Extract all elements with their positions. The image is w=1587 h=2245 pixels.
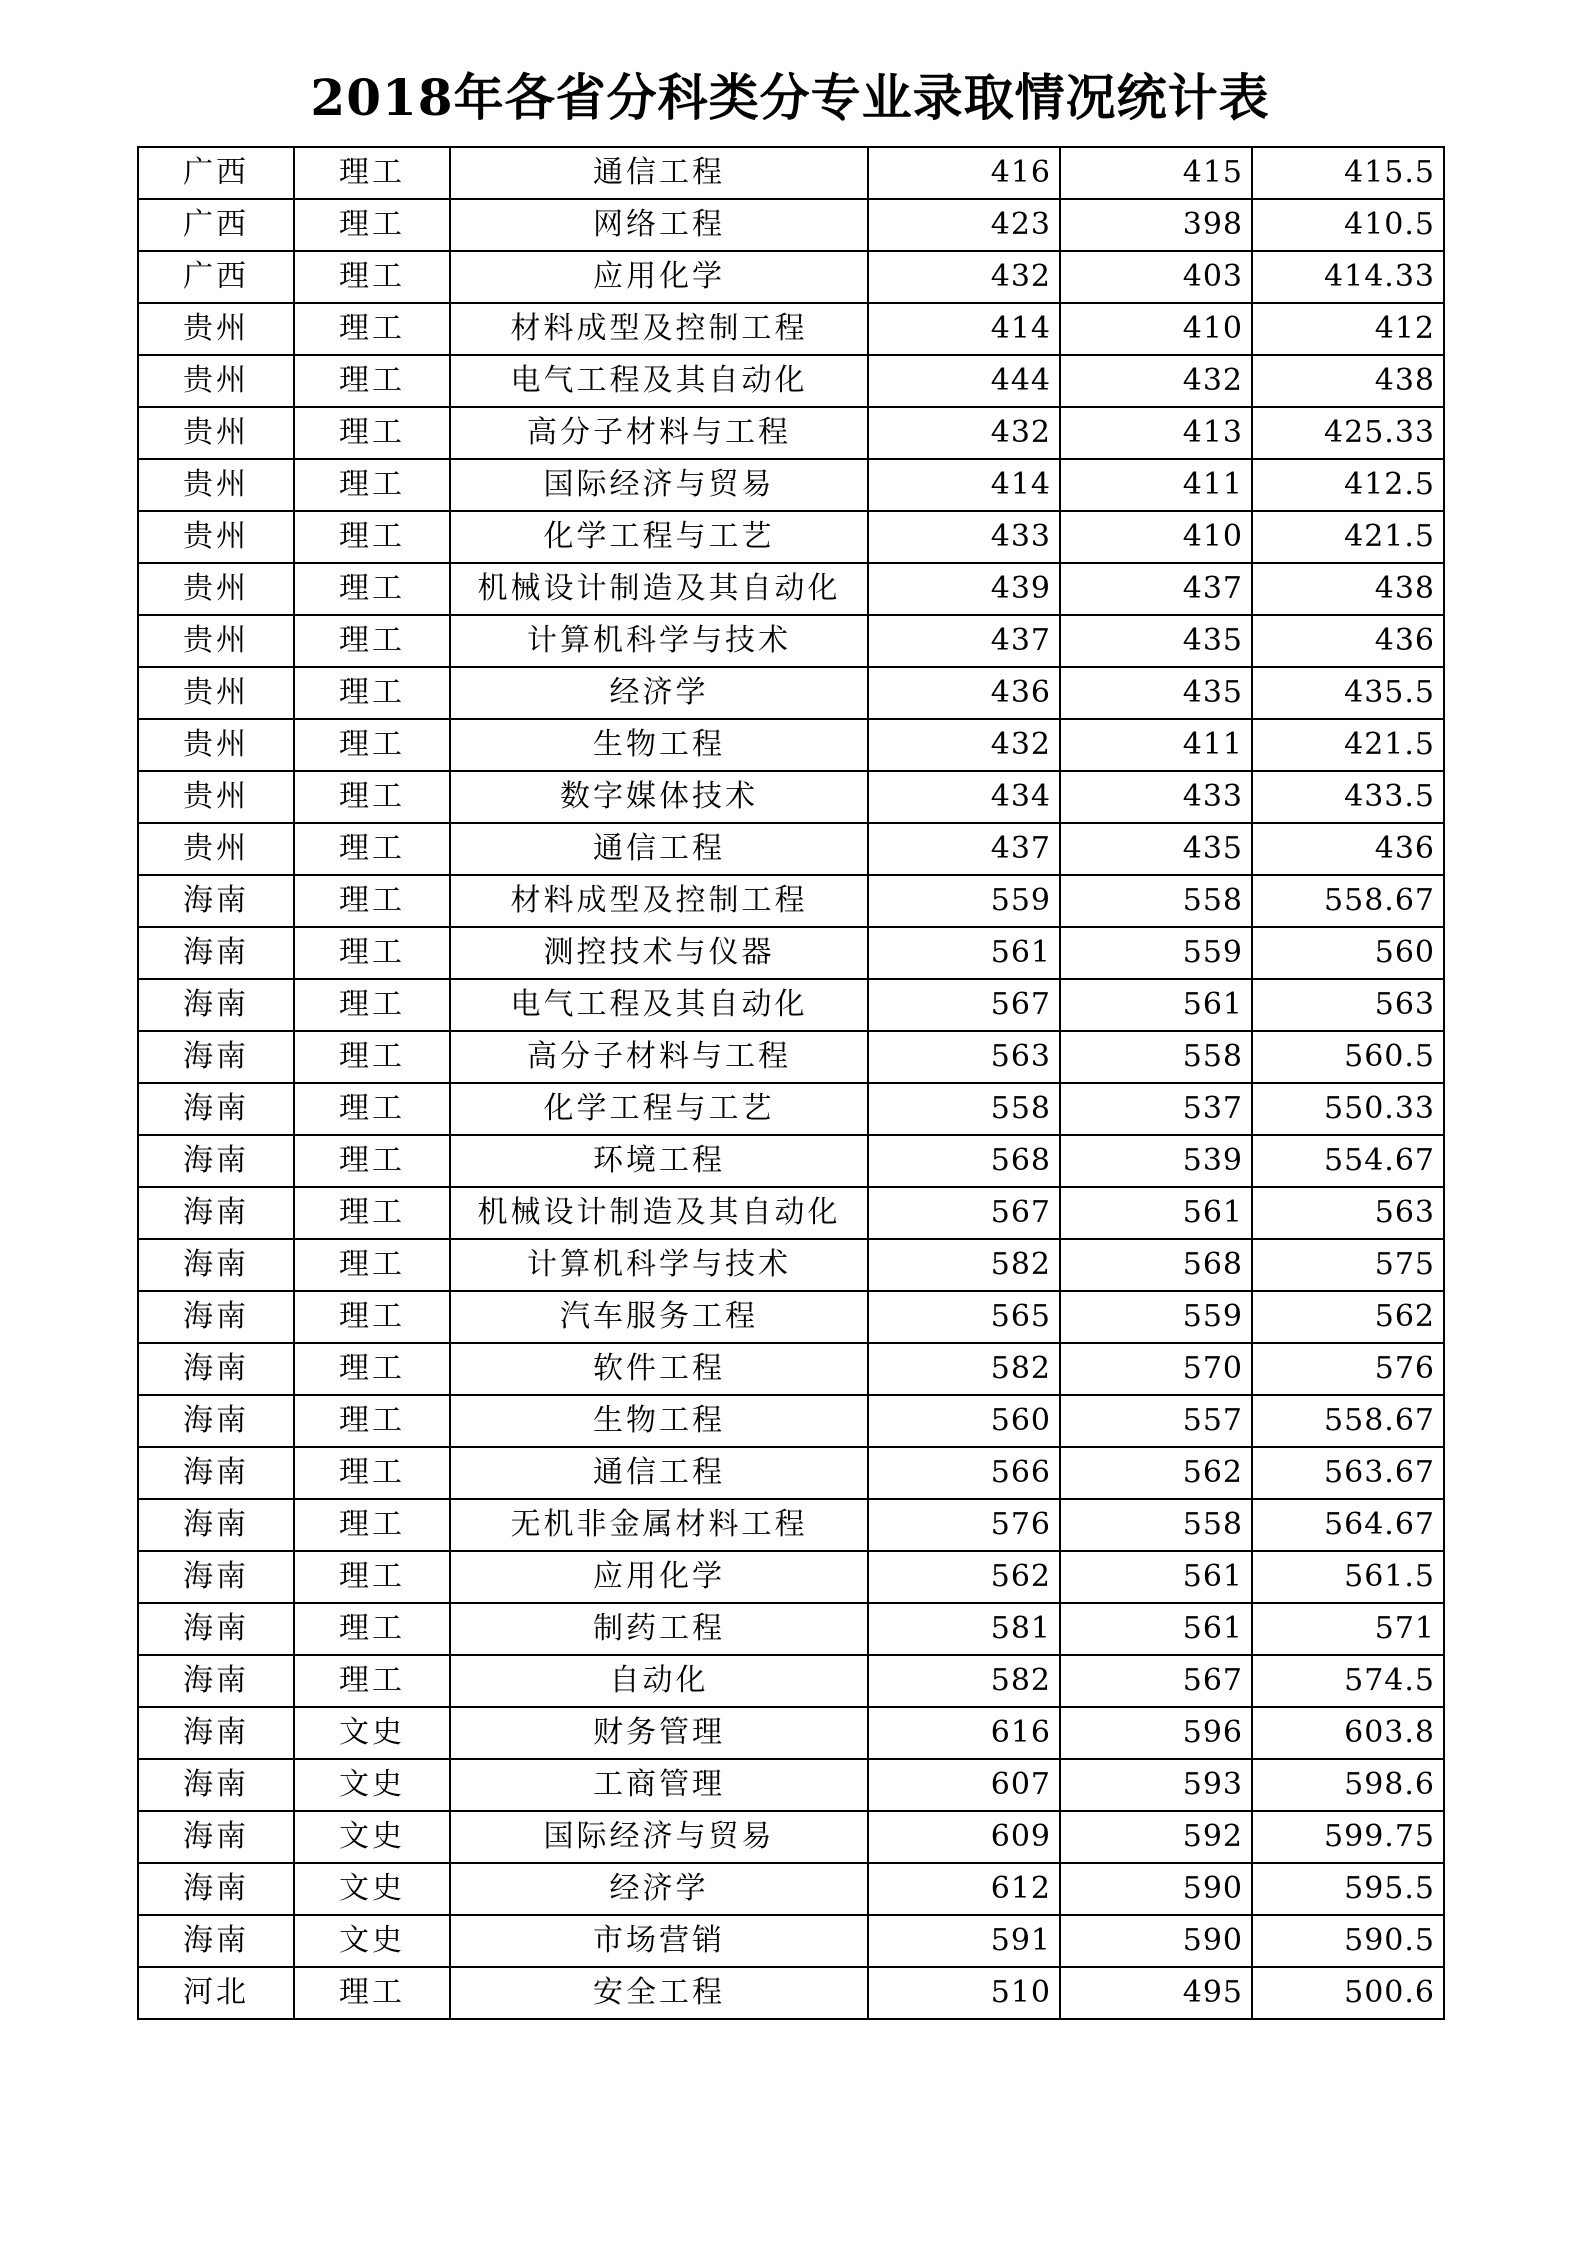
avg-score-cell: 560.5 (1252, 1031, 1444, 1083)
max-score-cell: 566 (868, 1447, 1060, 1499)
min-score-cell: 398 (1060, 199, 1252, 251)
avg-score-cell: 560 (1252, 927, 1444, 979)
province-cell: 海南 (138, 1551, 294, 1603)
min-score-cell: 433 (1060, 771, 1252, 823)
province-cell: 海南 (138, 1499, 294, 1551)
province-cell: 海南 (138, 1083, 294, 1135)
major-cell: 财务管理 (450, 1707, 868, 1759)
major-cell: 无机非金属材料工程 (450, 1499, 868, 1551)
major-cell: 电气工程及其自动化 (450, 355, 868, 407)
avg-score-cell: 558.67 (1252, 875, 1444, 927)
province-cell: 河北 (138, 1967, 294, 2019)
major-cell: 国际经济与贸易 (450, 1811, 868, 1863)
min-score-cell: 567 (1060, 1655, 1252, 1707)
min-score-cell: 435 (1060, 667, 1252, 719)
max-score-cell: 567 (868, 1187, 1060, 1239)
table-row (138, 407, 1444, 459)
min-score-cell: 537 (1060, 1083, 1252, 1135)
min-score-cell: 413 (1060, 407, 1252, 459)
table-row (138, 1551, 1444, 1603)
avg-score-cell: 438 (1252, 563, 1444, 615)
province-cell: 海南 (138, 1811, 294, 1863)
major-cell: 数字媒体技术 (450, 771, 868, 823)
category-cell: 理工 (294, 147, 450, 199)
max-score-cell: 582 (868, 1239, 1060, 1291)
min-score-cell: 495 (1060, 1967, 1252, 2019)
major-cell: 经济学 (450, 1863, 868, 1915)
category-cell: 理工 (294, 667, 450, 719)
category-cell: 理工 (294, 771, 450, 823)
avg-score-cell: 574.5 (1252, 1655, 1444, 1707)
avg-score-cell: 438 (1252, 355, 1444, 407)
min-score-cell: 562 (1060, 1447, 1252, 1499)
max-score-cell: 423 (868, 199, 1060, 251)
table-row (138, 355, 1444, 407)
major-cell: 经济学 (450, 667, 868, 719)
category-cell: 理工 (294, 1655, 450, 1707)
table-row (138, 1863, 1444, 1915)
min-score-cell: 561 (1060, 1551, 1252, 1603)
category-cell: 理工 (294, 615, 450, 667)
major-cell: 应用化学 (450, 1551, 868, 1603)
table-row (138, 927, 1444, 979)
max-score-cell: 568 (868, 1135, 1060, 1187)
category-cell: 理工 (294, 251, 450, 303)
avg-score-cell: 599.75 (1252, 1811, 1444, 1863)
province-cell: 贵州 (138, 615, 294, 667)
table-row (138, 459, 1444, 511)
table-row (138, 251, 1444, 303)
table-row (138, 1239, 1444, 1291)
table-row (138, 771, 1444, 823)
major-cell: 计算机科学与技术 (450, 1239, 868, 1291)
min-score-cell: 410 (1060, 303, 1252, 355)
province-cell: 广西 (138, 147, 294, 199)
province-cell: 海南 (138, 1655, 294, 1707)
table-row (138, 1707, 1444, 1759)
max-score-cell: 576 (868, 1499, 1060, 1551)
major-cell: 生物工程 (450, 1395, 868, 1447)
max-score-cell: 561 (868, 927, 1060, 979)
avg-score-cell: 412 (1252, 303, 1444, 355)
max-score-cell: 432 (868, 719, 1060, 771)
table-row (138, 1187, 1444, 1239)
avg-score-cell: 563 (1252, 1187, 1444, 1239)
max-score-cell: 607 (868, 1759, 1060, 1811)
table-row (138, 1343, 1444, 1395)
province-cell: 贵州 (138, 511, 294, 563)
major-cell: 材料成型及控制工程 (450, 303, 868, 355)
avg-score-cell: 425.33 (1252, 407, 1444, 459)
avg-score-cell: 576 (1252, 1343, 1444, 1395)
province-cell: 贵州 (138, 771, 294, 823)
avg-score-cell: 571 (1252, 1603, 1444, 1655)
major-cell: 电气工程及其自动化 (450, 979, 868, 1031)
major-cell: 国际经济与贸易 (450, 459, 868, 511)
province-cell: 海南 (138, 927, 294, 979)
avg-score-cell: 500.6 (1252, 1967, 1444, 2019)
major-cell: 软件工程 (450, 1343, 868, 1395)
province-cell: 海南 (138, 1343, 294, 1395)
min-score-cell: 593 (1060, 1759, 1252, 1811)
avg-score-cell: 421.5 (1252, 511, 1444, 563)
province-cell: 贵州 (138, 355, 294, 407)
table-row (138, 1759, 1444, 1811)
category-cell: 理工 (294, 979, 450, 1031)
major-cell: 化学工程与工艺 (450, 511, 868, 563)
table-row (138, 667, 1444, 719)
province-cell: 贵州 (138, 667, 294, 719)
min-score-cell: 570 (1060, 1343, 1252, 1395)
category-cell: 理工 (294, 407, 450, 459)
category-cell: 理工 (294, 563, 450, 615)
min-score-cell: 557 (1060, 1395, 1252, 1447)
max-score-cell: 559 (868, 875, 1060, 927)
table-row (138, 719, 1444, 771)
major-cell: 环境工程 (450, 1135, 868, 1187)
max-score-cell: 434 (868, 771, 1060, 823)
min-score-cell: 435 (1060, 823, 1252, 875)
category-cell: 理工 (294, 1031, 450, 1083)
province-cell: 广西 (138, 251, 294, 303)
major-cell: 通信工程 (450, 147, 868, 199)
category-cell: 理工 (294, 355, 450, 407)
major-cell: 工商管理 (450, 1759, 868, 1811)
province-cell: 海南 (138, 1707, 294, 1759)
category-cell: 理工 (294, 1967, 450, 2019)
avg-score-cell: 433.5 (1252, 771, 1444, 823)
major-cell: 生物工程 (450, 719, 868, 771)
max-score-cell: 436 (868, 667, 1060, 719)
avg-score-cell: 598.6 (1252, 1759, 1444, 1811)
table-row (138, 823, 1444, 875)
category-cell: 理工 (294, 1447, 450, 1499)
min-score-cell: 411 (1060, 459, 1252, 511)
major-cell: 自动化 (450, 1655, 868, 1707)
min-score-cell: 568 (1060, 1239, 1252, 1291)
admission-score-table (137, 146, 1445, 2020)
max-score-cell: 433 (868, 511, 1060, 563)
min-score-cell: 403 (1060, 251, 1252, 303)
province-cell: 海南 (138, 1915, 294, 1967)
province-cell: 海南 (138, 1239, 294, 1291)
table-row (138, 1395, 1444, 1447)
avg-score-cell: 575 (1252, 1239, 1444, 1291)
category-cell: 理工 (294, 1291, 450, 1343)
table-row (138, 875, 1444, 927)
province-cell: 广西 (138, 199, 294, 251)
province-cell: 海南 (138, 875, 294, 927)
major-cell: 化学工程与工艺 (450, 1083, 868, 1135)
table-row (138, 1603, 1444, 1655)
max-score-cell: 437 (868, 823, 1060, 875)
province-cell: 贵州 (138, 563, 294, 615)
max-score-cell: 616 (868, 1707, 1060, 1759)
table-row (138, 1291, 1444, 1343)
province-cell: 贵州 (138, 823, 294, 875)
major-cell: 高分子材料与工程 (450, 407, 868, 459)
category-cell: 理工 (294, 303, 450, 355)
page-title: 2018年各省分科类分专业录取情况统计表 (310, 68, 1270, 127)
avg-score-cell: 564.67 (1252, 1499, 1444, 1551)
max-score-cell: 562 (868, 1551, 1060, 1603)
avg-score-cell: 563.67 (1252, 1447, 1444, 1499)
category-cell: 理工 (294, 1395, 450, 1447)
max-score-cell: 439 (868, 563, 1060, 615)
min-score-cell: 411 (1060, 719, 1252, 771)
min-score-cell: 558 (1060, 1499, 1252, 1551)
category-cell: 理工 (294, 823, 450, 875)
max-score-cell: 563 (868, 1031, 1060, 1083)
category-cell: 理工 (294, 1135, 450, 1187)
max-score-cell: 612 (868, 1863, 1060, 1915)
min-score-cell: 415 (1060, 147, 1252, 199)
category-cell: 理工 (294, 199, 450, 251)
avg-score-cell: 554.67 (1252, 1135, 1444, 1187)
min-score-cell: 559 (1060, 927, 1252, 979)
avg-score-cell: 550.33 (1252, 1083, 1444, 1135)
max-score-cell: 582 (868, 1343, 1060, 1395)
province-cell: 海南 (138, 979, 294, 1031)
max-score-cell: 414 (868, 303, 1060, 355)
min-score-cell: 590 (1060, 1863, 1252, 1915)
avg-score-cell: 436 (1252, 823, 1444, 875)
table-row (138, 1447, 1444, 1499)
min-score-cell: 410 (1060, 511, 1252, 563)
province-cell: 贵州 (138, 719, 294, 771)
major-cell: 计算机科学与技术 (450, 615, 868, 667)
min-score-cell: 558 (1060, 875, 1252, 927)
max-score-cell: 567 (868, 979, 1060, 1031)
province-cell: 贵州 (138, 407, 294, 459)
table-row (138, 1655, 1444, 1707)
max-score-cell: 591 (868, 1915, 1060, 1967)
major-cell: 通信工程 (450, 1447, 868, 1499)
category-cell: 理工 (294, 511, 450, 563)
category-cell: 理工 (294, 1603, 450, 1655)
min-score-cell: 590 (1060, 1915, 1252, 1967)
min-score-cell: 561 (1060, 1187, 1252, 1239)
avg-score-cell: 410.5 (1252, 199, 1444, 251)
province-cell: 海南 (138, 1447, 294, 1499)
min-score-cell: 596 (1060, 1707, 1252, 1759)
category-cell: 理工 (294, 1343, 450, 1395)
max-score-cell: 437 (868, 615, 1060, 667)
min-score-cell: 561 (1060, 1603, 1252, 1655)
category-cell: 文史 (294, 1915, 450, 1967)
table-row (138, 979, 1444, 1031)
max-score-cell: 581 (868, 1603, 1060, 1655)
major-cell: 应用化学 (450, 251, 868, 303)
category-cell: 理工 (294, 1551, 450, 1603)
max-score-cell: 565 (868, 1291, 1060, 1343)
min-score-cell: 432 (1060, 355, 1252, 407)
province-cell: 海南 (138, 1291, 294, 1343)
table-row (138, 1967, 1444, 2019)
province-cell: 海南 (138, 1135, 294, 1187)
avg-score-cell: 558.67 (1252, 1395, 1444, 1447)
table-row (138, 1499, 1444, 1551)
table-row (138, 303, 1444, 355)
max-score-cell: 558 (868, 1083, 1060, 1135)
min-score-cell: 561 (1060, 979, 1252, 1031)
table-row (138, 1811, 1444, 1863)
table-row (138, 1135, 1444, 1187)
max-score-cell: 414 (868, 459, 1060, 511)
table-row (138, 1915, 1444, 1967)
category-cell: 文史 (294, 1863, 450, 1915)
table-row (138, 147, 1444, 199)
table-row (138, 1031, 1444, 1083)
major-cell: 高分子材料与工程 (450, 1031, 868, 1083)
min-score-cell: 435 (1060, 615, 1252, 667)
min-score-cell: 539 (1060, 1135, 1252, 1187)
min-score-cell: 558 (1060, 1031, 1252, 1083)
avg-score-cell: 414.33 (1252, 251, 1444, 303)
category-cell: 理工 (294, 1499, 450, 1551)
avg-score-cell: 436 (1252, 615, 1444, 667)
major-cell: 制药工程 (450, 1603, 868, 1655)
category-cell: 理工 (294, 875, 450, 927)
avg-score-cell: 562 (1252, 1291, 1444, 1343)
major-cell: 机械设计制造及其自动化 (450, 1187, 868, 1239)
table-body (138, 147, 1444, 2019)
max-score-cell: 432 (868, 251, 1060, 303)
avg-score-cell: 603.8 (1252, 1707, 1444, 1759)
avg-score-cell: 421.5 (1252, 719, 1444, 771)
province-cell: 海南 (138, 1395, 294, 1447)
province-cell: 海南 (138, 1759, 294, 1811)
max-score-cell: 432 (868, 407, 1060, 459)
table-row (138, 615, 1444, 667)
province-cell: 贵州 (138, 303, 294, 355)
category-cell: 文史 (294, 1759, 450, 1811)
province-cell: 海南 (138, 1031, 294, 1083)
category-cell: 理工 (294, 459, 450, 511)
major-cell: 安全工程 (450, 1967, 868, 2019)
avg-score-cell: 415.5 (1252, 147, 1444, 199)
major-cell: 汽车服务工程 (450, 1291, 868, 1343)
category-cell: 文史 (294, 1811, 450, 1863)
table-row (138, 563, 1444, 615)
max-score-cell: 416 (868, 147, 1060, 199)
category-cell: 理工 (294, 1083, 450, 1135)
avg-score-cell: 590.5 (1252, 1915, 1444, 1967)
max-score-cell: 609 (868, 1811, 1060, 1863)
max-score-cell: 444 (868, 355, 1060, 407)
max-score-cell: 510 (868, 1967, 1060, 2019)
category-cell: 理工 (294, 1239, 450, 1291)
category-cell: 理工 (294, 1187, 450, 1239)
max-score-cell: 560 (868, 1395, 1060, 1447)
category-cell: 文史 (294, 1707, 450, 1759)
table-row (138, 199, 1444, 251)
major-cell: 机械设计制造及其自动化 (450, 563, 868, 615)
avg-score-cell: 563 (1252, 979, 1444, 1031)
major-cell: 市场营销 (450, 1915, 868, 1967)
avg-score-cell: 412.5 (1252, 459, 1444, 511)
province-cell: 贵州 (138, 459, 294, 511)
avg-score-cell: 595.5 (1252, 1863, 1444, 1915)
min-score-cell: 437 (1060, 563, 1252, 615)
major-cell: 测控技术与仪器 (450, 927, 868, 979)
province-cell: 海南 (138, 1863, 294, 1915)
major-cell: 通信工程 (450, 823, 868, 875)
major-cell: 材料成型及控制工程 (450, 875, 868, 927)
avg-score-cell: 561.5 (1252, 1551, 1444, 1603)
table-row (138, 1083, 1444, 1135)
max-score-cell: 582 (868, 1655, 1060, 1707)
min-score-cell: 559 (1060, 1291, 1252, 1343)
category-cell: 理工 (294, 719, 450, 771)
avg-score-cell: 435.5 (1252, 667, 1444, 719)
major-cell: 网络工程 (450, 199, 868, 251)
province-cell: 海南 (138, 1187, 294, 1239)
province-cell: 海南 (138, 1603, 294, 1655)
category-cell: 理工 (294, 927, 450, 979)
min-score-cell: 592 (1060, 1811, 1252, 1863)
table-row (138, 511, 1444, 563)
